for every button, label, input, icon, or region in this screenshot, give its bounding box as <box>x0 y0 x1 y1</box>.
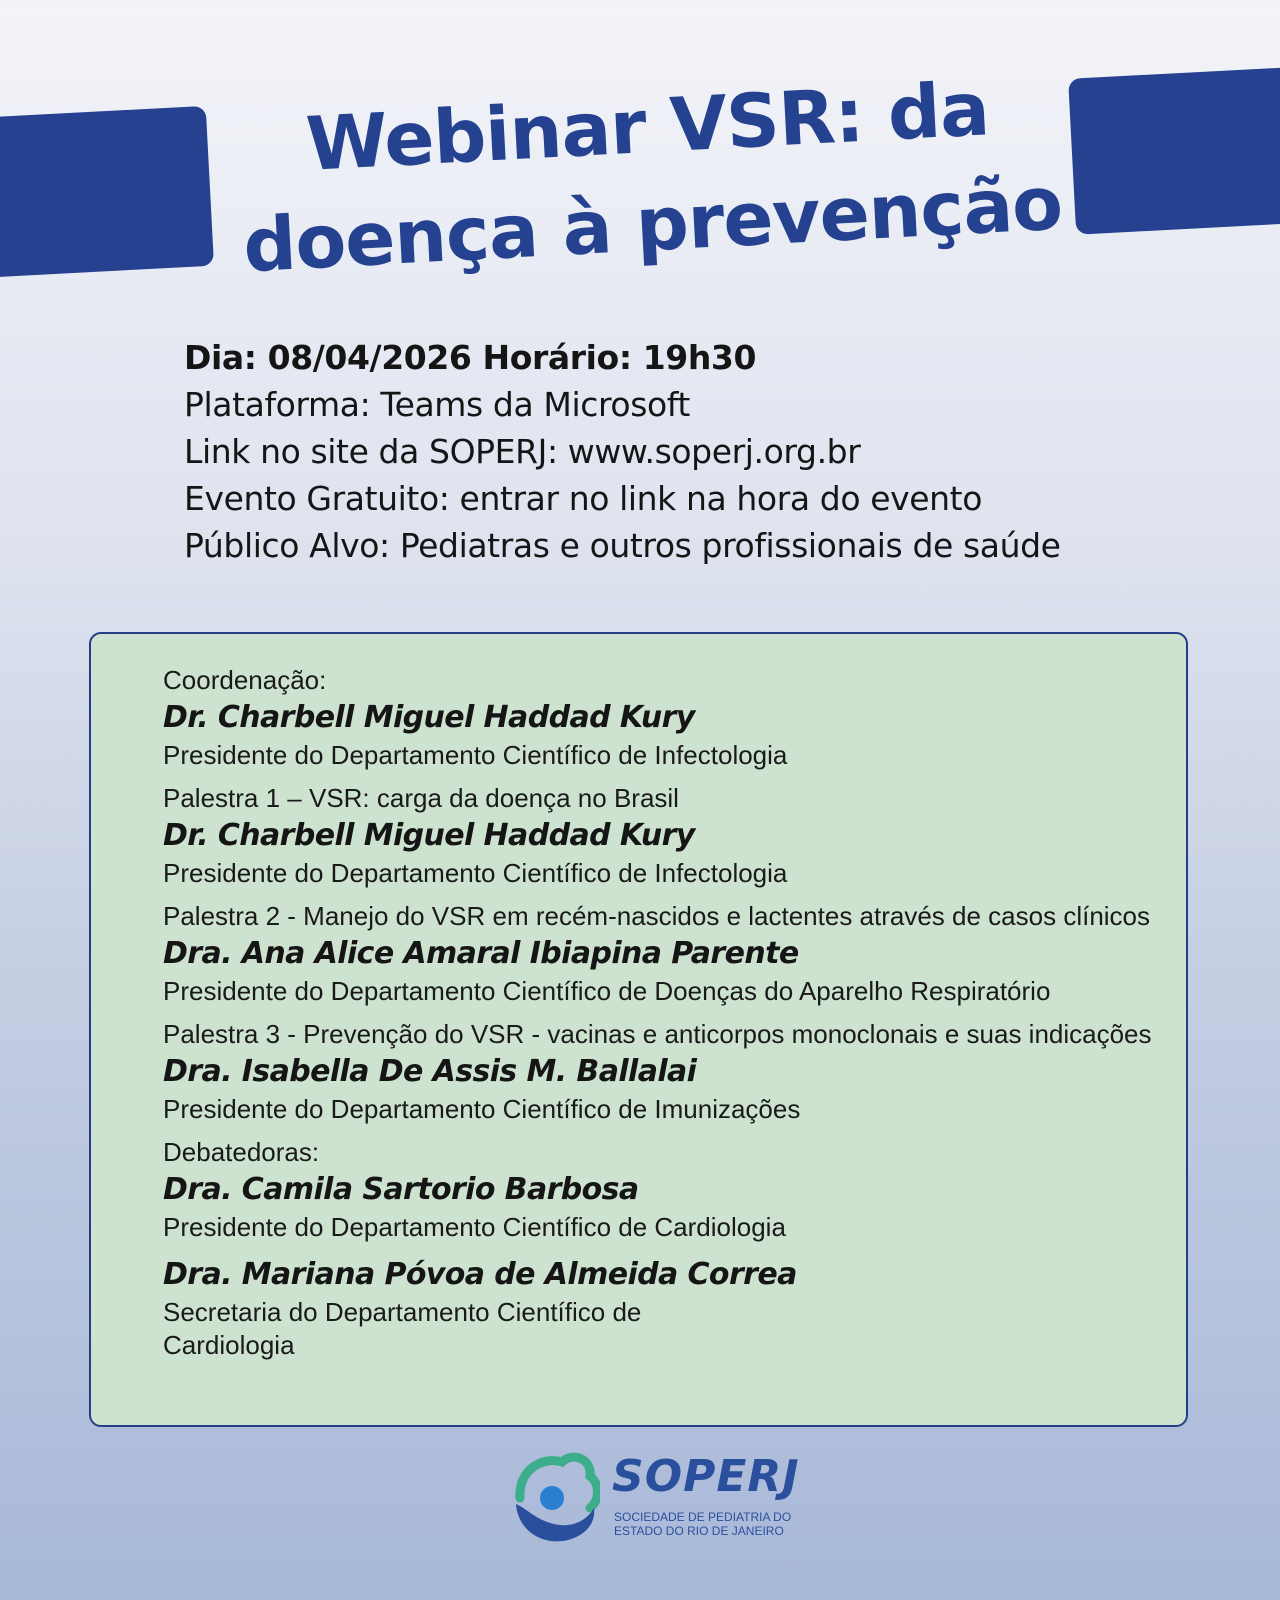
debater-2-role-line-1: Secretaria do Departamento Científico de <box>163 1297 642 1327</box>
coordination-section <box>163 664 1186 772</box>
soperj-logo-name: SOPERJ <box>612 1451 800 1502</box>
talk-2-speaker: Dra. Ana Alice Amaral Ibiapina Parente <box>163 936 799 971</box>
page-title <box>220 56 1079 296</box>
talk-3-title: Palestra 3 - Prevenção do VSR - vacinas e anticorpos monoclonais e suas indicações <box>163 1019 1152 1049</box>
banner-block-right <box>1068 65 1280 234</box>
event-link: Link no site da SOPERJ: www.soperj.org.br <box>184 432 861 471</box>
event-platform: Plataforma: Teams da Microsoft <box>184 385 690 424</box>
talk-1-section <box>163 782 1186 890</box>
title-line-2: doença à prevenção <box>241 160 1064 290</box>
debaters-label: Debatedoras: <box>163 1137 320 1167</box>
debater-2-entry <box>163 1254 1186 1362</box>
talk-3-section <box>163 1018 1186 1126</box>
talk-3-speaker-role: Presidente do Departamento Científico de Imunizações <box>163 1094 801 1124</box>
debater-2-name: Dra. Mariana Póvoa de Almeida Correa <box>163 1257 797 1292</box>
program-box <box>89 632 1188 1427</box>
debater-2-role-line-2: Cardiologia <box>163 1330 295 1360</box>
event-date-time: Dia: 08/04/2026 Horário: 19h30 <box>184 338 757 377</box>
soperj-logo <box>508 1448 798 1548</box>
talk-1-speaker: Dr. Charbell Miguel Haddad Kury <box>163 818 695 853</box>
coordination-label: Coordenação: <box>163 665 327 695</box>
talk-1-speaker-role: Presidente do Departamento Científico de Infectologia <box>163 858 788 888</box>
talk-2-section <box>163 900 1186 1008</box>
event-info <box>184 334 1061 569</box>
talk-2-title: Palestra 2 - Manejo do VSR em recém-nascidos e lactentes através de casos clínicos <box>163 901 1151 931</box>
soperj-logo-subtitle <box>614 1510 804 1538</box>
soperj-logo-mark-icon <box>508 1448 600 1548</box>
banner-block-left <box>0 106 214 278</box>
soperj-logo-subtitle-line-1: SOCIEDADE DE PEDIATRIA DO <box>614 1510 792 1524</box>
event-audience: Público Alvo: Pediatras e outros profissionais de saúde <box>184 526 1061 565</box>
talk-3-speaker: Dra. Isabella De Assis M. Ballalai <box>163 1054 697 1089</box>
coordinator-role: Presidente do Departamento Científico de Infectologia <box>163 740 788 770</box>
debaters-section <box>163 1136 1186 1362</box>
event-free-notice: Evento Gratuito: entrar no link na hora do evento <box>184 479 983 518</box>
talk-2-speaker-role: Presidente do Departamento Científico de Doenças do Aparelho Respiratório <box>163 976 1051 1006</box>
title-line-1: Webinar VSR: da <box>304 66 991 188</box>
debater-1-role: Presidente do Departamento Científico de Cardiologia <box>163 1212 786 1242</box>
soperj-logo-subtitle-line-2: ESTADO DO RIO DE JANEIRO <box>614 1524 784 1538</box>
talk-1-title: Palestra 1 – VSR: carga da doença no Brasil <box>163 783 679 813</box>
debater-1-name: Dra. Camila Sartorio Barbosa <box>163 1172 639 1207</box>
coordinator-name: Dr. Charbell Miguel Haddad Kury <box>163 700 695 735</box>
